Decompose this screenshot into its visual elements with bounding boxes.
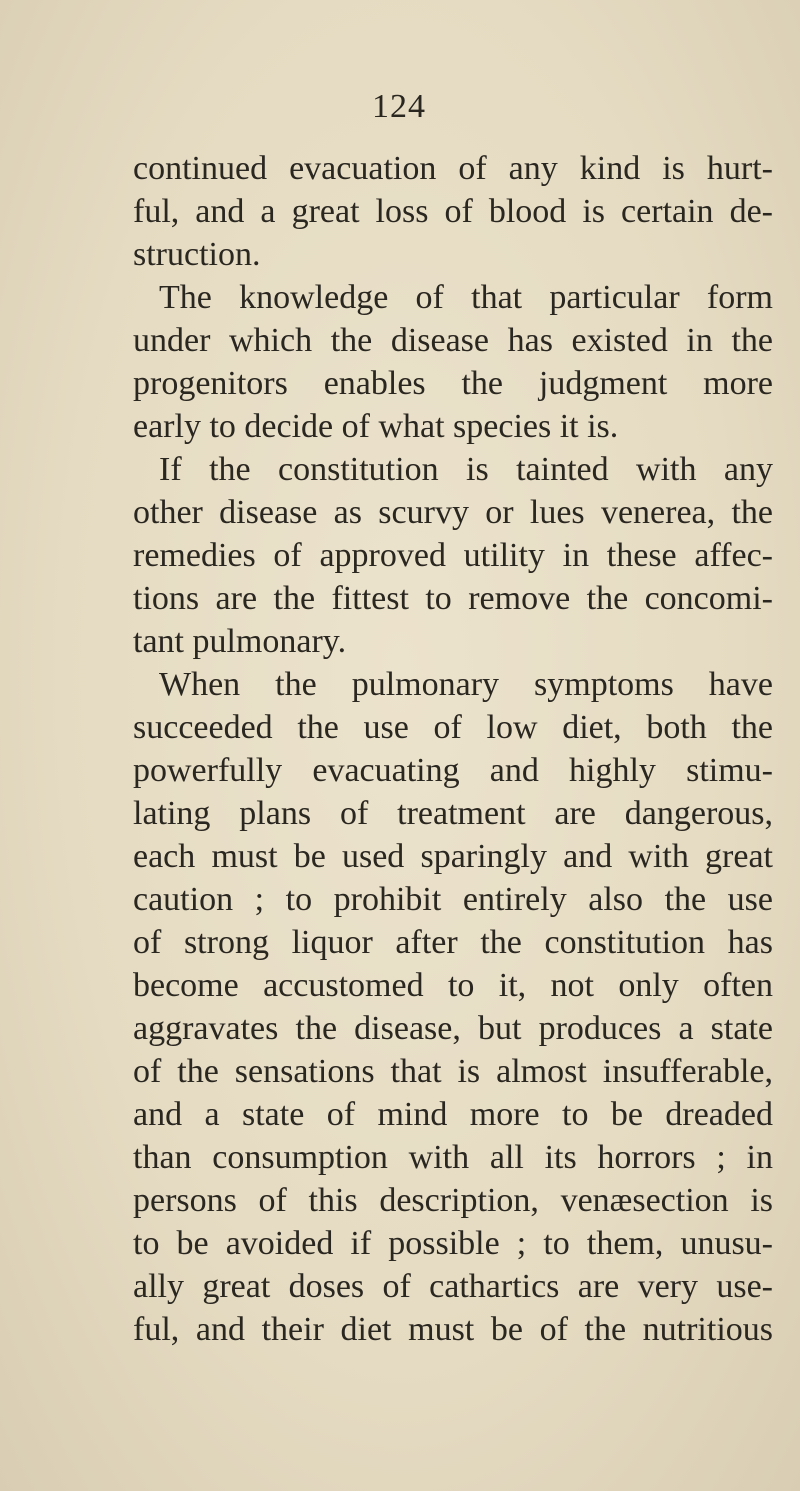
text-line: succeeded the use of low diet, both the: [133, 709, 773, 746]
text-line: and a state of mind more to be dreaded: [133, 1096, 773, 1133]
text-line: each must be used sparingly and with great: [133, 838, 773, 875]
text-line: early to decide of what species it is.: [133, 408, 619, 445]
text-line: persons of this description, venæsection is: [133, 1182, 773, 1219]
body-text: [133, 147, 773, 1351]
text-line: ally great doses of cathartics are very use-: [133, 1268, 773, 1305]
text-line: continued evacuation of any kind is hurt-: [133, 150, 773, 187]
text-line: ful, and a great loss of blood is certain de-: [133, 193, 773, 230]
text-line: of strong liquor after the constitution has: [133, 924, 773, 961]
text-line: of the sensations that is almost insufferable,: [133, 1053, 773, 1090]
text-line: tant pulmonary.: [133, 623, 347, 660]
text-line: ful, and their diet must be of the nutritious: [133, 1311, 773, 1348]
text-line: powerfully evacuating and highly stimu-: [133, 752, 773, 789]
page-number: 124: [372, 88, 426, 125]
text-line: tions are the fittest to remove the concomi-: [133, 580, 773, 617]
text-line: When the pulmonary symptoms have: [159, 666, 773, 703]
text-line: become accustomed to it, not only often: [133, 967, 773, 1004]
text-line: under which the disease has existed in the: [133, 322, 773, 359]
text-line: caution ; to prohibit entirely also the use: [133, 881, 773, 918]
text-line: to be avoided if possible ; to them, unusu-: [133, 1225, 773, 1262]
text-line: remedies of approved utility in these affec-: [133, 537, 773, 574]
text-line: The knowledge of that particular form: [159, 279, 773, 316]
text-line: If the constitution is tainted with any: [159, 451, 773, 488]
text-line: lating plans of treatment are dangerous,: [133, 795, 773, 832]
text-line: other disease as scurvy or lues venerea, the: [133, 494, 773, 531]
text-line: aggravates the disease, but produces a state: [133, 1010, 773, 1047]
text-line: than consumption with all its horrors ; in: [133, 1139, 773, 1176]
text-line: struction.: [133, 236, 261, 273]
text-line: progenitors enables the judgment more: [133, 365, 773, 402]
